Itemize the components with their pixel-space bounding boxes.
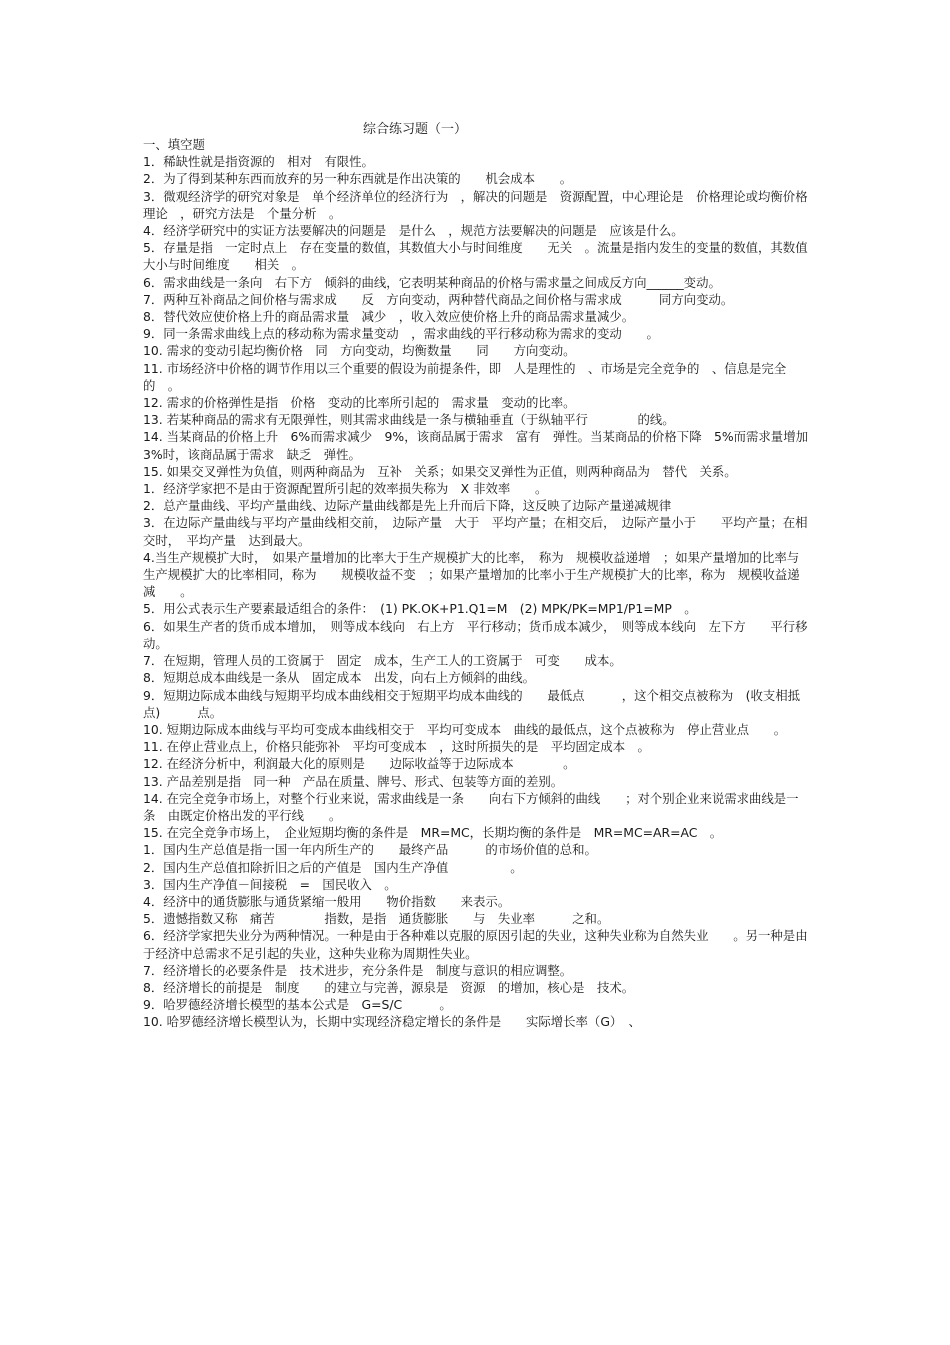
question-line: 5．遗憾指数又称 痛苦 指数，是指 通货膨胀 与 失业率 之和。 <box>143 911 610 927</box>
question-line: 1．稀缺性就是指资源的 相对 有限性。 <box>143 154 374 170</box>
question-line: 2．为了得到某种东西而放弃的另一种东西就是作出决策的 机会成本 。 <box>143 171 573 187</box>
question-line: 3．在边际产量曲线与平均产量曲线相交前， 边际产量 大于 平均产量；在相交后， 边际产量小于 平均产量；在相交时， 平均产量 达到最大。 <box>143 515 808 548</box>
question-line: 7．在短期，管理人员的工资属于 固定 成本，生产工人的工资属于 可变 成本。 <box>143 653 622 669</box>
question-line: 14. 在完全竞争市场上，对整个行业来说，需求曲线是一条 向右下方倾斜的曲线 ；对个别企业来说需求曲线是一条 由既定价格出发的平行线 。 <box>143 790 799 823</box>
question-line: 10. 哈罗德经济增长模型认为，长期中实现经济稳定增长的条件是 实际增长率（G） 、 <box>143 1014 641 1030</box>
question-line: 6．如果生产者的货币成本增加， 则等成本线向 右上方 平行移动；货币成本减少， 则等成本线向 左下方 平行移动。 <box>143 618 808 651</box>
question-line: 3．国内生产净值－间接税 = 国民收入 。 <box>143 876 397 892</box>
question-line: 2．总产量曲线、平均产量曲线、边际产量曲线都是先上升而后下降，这反映了边际产量递减规律 <box>143 498 672 514</box>
question-line: 12. 需求的价格弹性是指 价格 变动的比率所引起的 需求量 变动的比率。 <box>143 395 576 411</box>
question-line: 4．经济中的通货膨胀与通货紧缩一般用 物价指数 来表示。 <box>143 893 511 909</box>
question-line: 8．短期总成本曲线是一条从 固定成本 出发，向右上方倾斜的曲线。 <box>143 670 535 686</box>
question-line: 10. 需求的变动引起均衡价格 同 方向变动，均衡数量 同 方向变动。 <box>143 343 576 359</box>
question-line: 15. 如果交叉弹性为负值，则两种商品为 互补 关系；如果交叉弹性为正值，则两种商品为 替代 关系。 <box>143 463 737 479</box>
question-line: 11. 在停止营业点上，价格只能弥补 平均可变成本 ，这时所损失的是 平均固定成本 。 <box>143 739 650 755</box>
question-line: 4．经济学研究中的实证方法要解决的问题是 是什么 ，规范方法要解决的问题是 应该是什么。 <box>143 223 684 239</box>
question-line: 1．国内生产总值是指一国一年内所生产的 最终产品 的市场价值的总和。 <box>143 842 597 858</box>
question-line: 4.当生产规模扩大时， 如果产量增加的比率大于生产规模扩大的比率， 称为 规模收益递增 ；如果产量增加的比率与生产规模扩大的比率相同，称为 规模收益不变 ；如果产量增加的比率小于生产规模扩大的比率，称为 规模收益递减 。 <box>143 549 800 600</box>
question-line: 1．经济学家把不是由于资源配置所引起的效率损失称为 X 非效率 。 <box>143 481 548 497</box>
question-line: 2．国内生产总值扣除折旧之后的产值是 国内生产净值 。 <box>143 859 523 875</box>
question-line: 8．经济增长的前提是 制度 的建立与完善，源泉是 资源 的增加，核心是 技术。 <box>143 979 635 995</box>
question-line: 9．短期边际成本曲线与短期平均成本曲线相交于短期平均成本曲线的 最低点 ，这个相交点被称为 (收支相抵点) 点。 <box>143 687 801 720</box>
question-line: 7．经济增长的必要条件是 技术进步，充分条件是 制度与意识的相应调整。 <box>143 962 573 978</box>
question-line: 12. 在经济分析中，利润最大化的原则是 边际收益等于边际成本 。 <box>143 756 576 772</box>
question-line: 10. 短期边际成本曲线与平均可变成本曲线相交于 平均可变成本 曲线的最低点，这个点被称为 停止营业点 。 <box>143 721 787 737</box>
question-line: 9．哈罗德经济增长模型的基本公式是 G=S/C 。 <box>143 997 452 1013</box>
question-line: 11. 市场经济中价格的调节作用以三个重要的假设为前提条件，即 人是理性的 、市场是完全竞争的 、信息是完全的 。 <box>143 360 787 393</box>
question-line: 5．用公式表示生产要素最适组合的条件： (1) PK.OK+P1.Q1=M (2) MPK/PK=MP1/P1=MP 。 <box>143 601 697 617</box>
question-line: 3．微观经济学的研究对象是 单个经济单位的经济行为 ，解决的问题是 资源配置，中心理论是 价格理论或均衡价格理论 ，研究方法是 个量分析 。 <box>143 188 808 221</box>
question-line: 13. 产品差别是指 同一种 产品在质量、牌号、形式、包装等方面的差别。 <box>143 773 564 789</box>
section-heading: 一、填空题 <box>143 137 205 152</box>
question-line: 5．存量是指 一定时点上 存在变量的数值，其数值大小与时间维度 无关 。流量是指内发生的变量的数值，其数值大小与时间维度 相关 。 <box>143 240 808 273</box>
question-line: 14. 当某商品的价格上升 6%而需求减少 9%，该商品属于需求 富有 弹性。当某商品的价格下降 5%而需求量增加 3%时，该商品属于需求 缺乏 弹性。 <box>143 429 821 462</box>
question-line: 7．两种互补商品之间价格与需求成 反 方向变动，两种替代商品之间价格与需求成 同方向变动。 <box>143 291 734 307</box>
question-line: 15. 在完全竞争市场上， 企业短期均衡的条件是 MR=MC，长期均衡的条件是 MR=MC=AR=AC 。 <box>143 825 723 841</box>
question-line: 6．需求曲线是一条向 右下方 倾斜的曲线，它表明某种商品的价格与需求量之间成反方向______变动。 <box>143 274 721 290</box>
question-line: 6．经济学家把失业分为两种情况。一种是由于各种难以克服的原因引起的失业，这种失业称为自然失业 。另一种是由于经济中总需求不足引起的失业，这种失业称为周期性失业。 <box>143 928 808 961</box>
question-list <box>143 136 821 1031</box>
question-line: 8．替代效应使价格上升的商品需求量 减少 ，收入效应使价格上升的商品需求量减少。 <box>143 309 635 325</box>
question-line: 13. 若某种商品的需求有无限弹性，则其需求曲线是一条与横轴垂直（于纵轴平行 的线。 <box>143 412 675 428</box>
question-line: 9．同一条需求曲线上点的移动称为需求量变动 ，需求曲线的平行移动称为需求的变动 。 <box>143 326 659 342</box>
document-title: 综合练习题（一） <box>362 122 467 137</box>
